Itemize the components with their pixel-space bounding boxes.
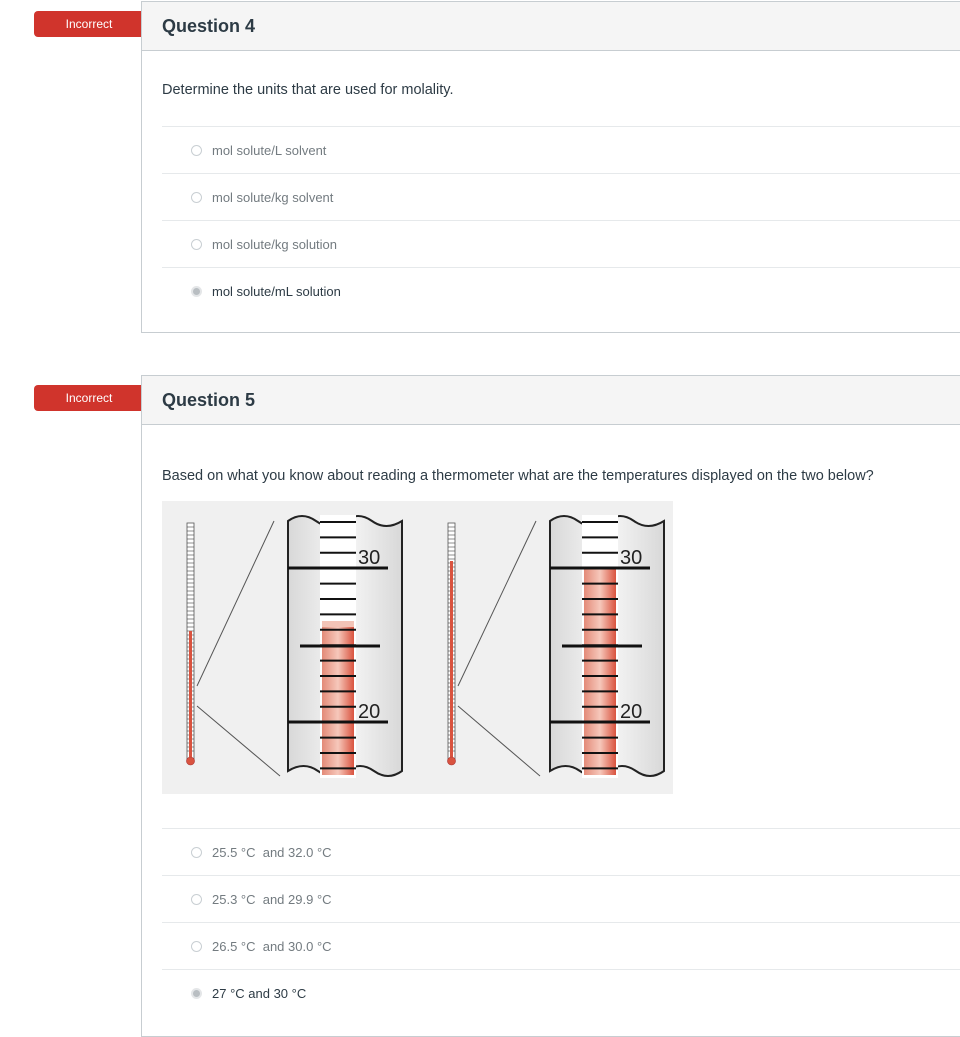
radio-button[interactable] (191, 145, 202, 156)
scale-mark-20: 20 (358, 701, 381, 723)
scale-mark-20: 20 (620, 701, 643, 723)
thermometer-1 (187, 515, 403, 778)
radio-button[interactable] (191, 192, 202, 203)
answer-option-selected[interactable]: 27 °C and 30 °C (162, 969, 960, 1016)
radio-button[interactable] (191, 239, 202, 250)
question-title: Question 4 (162, 16, 256, 36)
question-prompt: Based on what you know about reading a thermometer what are the temperatures displayed on the two below? (162, 468, 874, 484)
question-5-card (141, 375, 960, 1037)
answer-option[interactable]: mol solute/kg solution (162, 220, 960, 267)
question-prompt: Determine the units that are used for molality. (162, 82, 454, 98)
thermometer-2 (448, 515, 665, 778)
question-4-card (141, 1, 960, 333)
answer-option[interactable]: 26.5 °C and 30.0 °C (162, 922, 960, 969)
scale-mark-30: 30 (620, 547, 643, 569)
incorrect-badge: Incorrect (34, 385, 154, 411)
radio-button[interactable] (191, 847, 202, 858)
answer-option[interactable]: 25.3 °C and 29.9 °C (162, 875, 960, 922)
answer-option-selected[interactable]: mol solute/mL solution (162, 267, 960, 314)
radio-button[interactable] (191, 941, 202, 952)
answer-option[interactable]: mol solute/kg solvent (162, 173, 960, 220)
question-header (142, 376, 960, 425)
radio-button-selected[interactable] (191, 988, 202, 999)
thermometer-image (162, 501, 673, 794)
answer-option[interactable]: 25.5 °C and 32.0 °C (162, 828, 960, 875)
answer-list (162, 828, 960, 1016)
question-header (142, 2, 960, 51)
question-title: Question 5 (162, 390, 256, 410)
radio-button[interactable] (191, 894, 202, 905)
scale-mark-30: 30 (358, 547, 381, 569)
incorrect-badge: Incorrect (34, 11, 154, 37)
answer-option[interactable]: mol solute/L solvent (162, 126, 960, 173)
radio-button-selected[interactable] (191, 286, 202, 297)
answer-list (162, 126, 960, 314)
